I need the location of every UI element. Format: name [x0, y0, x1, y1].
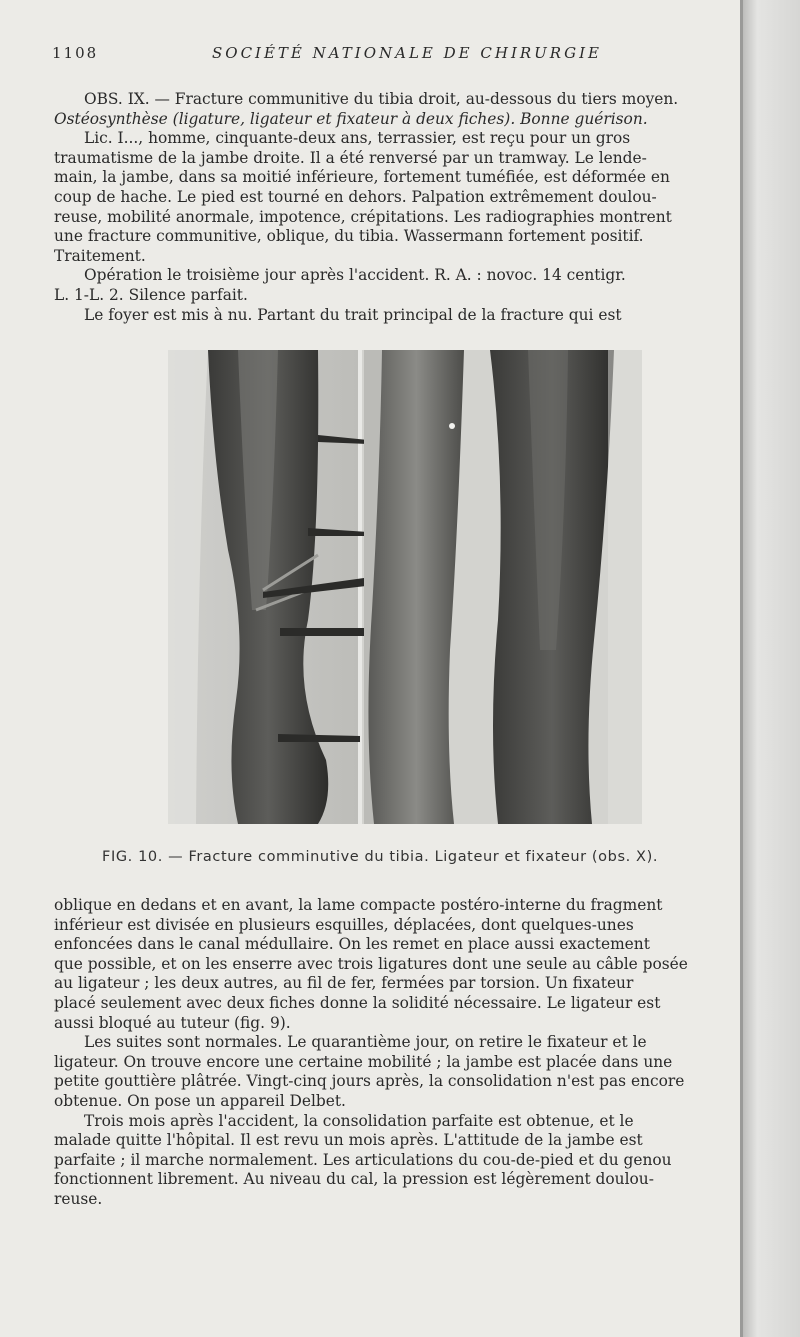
text-line: petite gouttière plâtrée. Vingt-cinq jours après, la consolidation n'est pas encore	[54, 1072, 685, 1091]
adjacent-page-edge	[743, 0, 800, 1337]
xray-figure	[168, 350, 642, 824]
obs-title-line-2: Ostéosynthèse (ligature, ligateur et fixateur à deux fiches). Bonne guérison.	[54, 109, 648, 128]
running-header	[52, 44, 742, 64]
text-line: placé seulement avec deux fiches donne la solidité nécessaire. Le ligateur est	[54, 993, 661, 1012]
text-line: inférieur est divisée en plusieurs esquilles, déplacées, dont quelques-unes	[54, 915, 634, 934]
text-line: malade quitte l'hôpital. Il est revu un mois après. L'attitude de la jambe est	[54, 1131, 643, 1150]
page-number: 1108	[52, 44, 99, 62]
text-line: reuse, mobilité anormale, impotence, crépitations. Les radiographies montrent	[54, 207, 672, 226]
text-line: enfoncées dans le canal médullaire. On les remet en place aussi exactement	[54, 935, 650, 954]
text-line: Trois mois après l'accident, la consolidation parfaite est obtenue, et le	[84, 1111, 634, 1130]
text-line: reuse.	[54, 1189, 103, 1208]
text-line: Le foyer est mis à nu. Partant du trait principal de la fracture qui est	[84, 305, 622, 324]
figure-caption: FIG. 10. — Fracture comminutive du tibia. Ligateur et fixateur (obs. X).	[102, 849, 659, 865]
text-block-top	[54, 90, 738, 325]
text-line: oblique en dedans et en avant, la lame compacte postéro-interne du fragment	[54, 896, 663, 914]
text-line: Opération le troisième jour après l'accident. R. A. : novoc. 14 centigr.	[84, 266, 626, 285]
text-line: fonctionnent librement. Au niveau du cal, la pression est légèrement doulou-	[54, 1170, 654, 1189]
text-line: Lic. I..., homme, cinquante-deux ans, terrassier, est reçu pour un gros	[84, 129, 631, 148]
text-line: parfaite ; il marche normalement. Les articulations du cou-de-pied et du genou	[54, 1150, 672, 1169]
text-line: ligateur. On trouve encore une certaine mobilité ; la jambe est placée dans une	[54, 1052, 673, 1071]
xray-image	[168, 350, 642, 824]
text-line: traumatisme de la jambe droite. Il a été renversé par un tramway. Le lende-	[54, 148, 647, 167]
text-line: au ligateur ; les deux autres, au fil de fer, fermées par torsion. Un fixateur	[54, 974, 634, 993]
journal-title: SOCIÉTÉ NATIONALE DE CHIRURGIE	[212, 44, 602, 62]
text-line: main, la jambe, dans sa moitié inférieure, fortement tuméfiée, est déformée en	[54, 168, 670, 187]
text-line: obtenue. On pose un appareil Delbet.	[54, 1091, 346, 1110]
text-line: L. 1-L. 2. Silence parfait.	[54, 285, 248, 304]
text-line: Les suites sont normales. Le quarantième jour, on retire le fixateur et le	[84, 1033, 647, 1052]
text-line: coup de hache. Le pied est tourné en dehors. Palpation extrêmement doulou-	[54, 187, 657, 206]
obs-title-line-1: OBS. IX. — Fracture communitive du tibia droit, au-dessous du tiers moyen.	[84, 90, 679, 108]
text-line: une fracture communitive, oblique, du tibia. Wassermann fortement positif.	[54, 227, 644, 246]
text-line: aussi bloqué au tuteur (fig. 9).	[54, 1013, 291, 1032]
text-line: que possible, et on les enserre avec trois ligatures dont une seule au câble posée	[54, 954, 688, 973]
text-line: Traitement.	[54, 246, 146, 265]
text-block-bottom	[54, 896, 738, 1210]
